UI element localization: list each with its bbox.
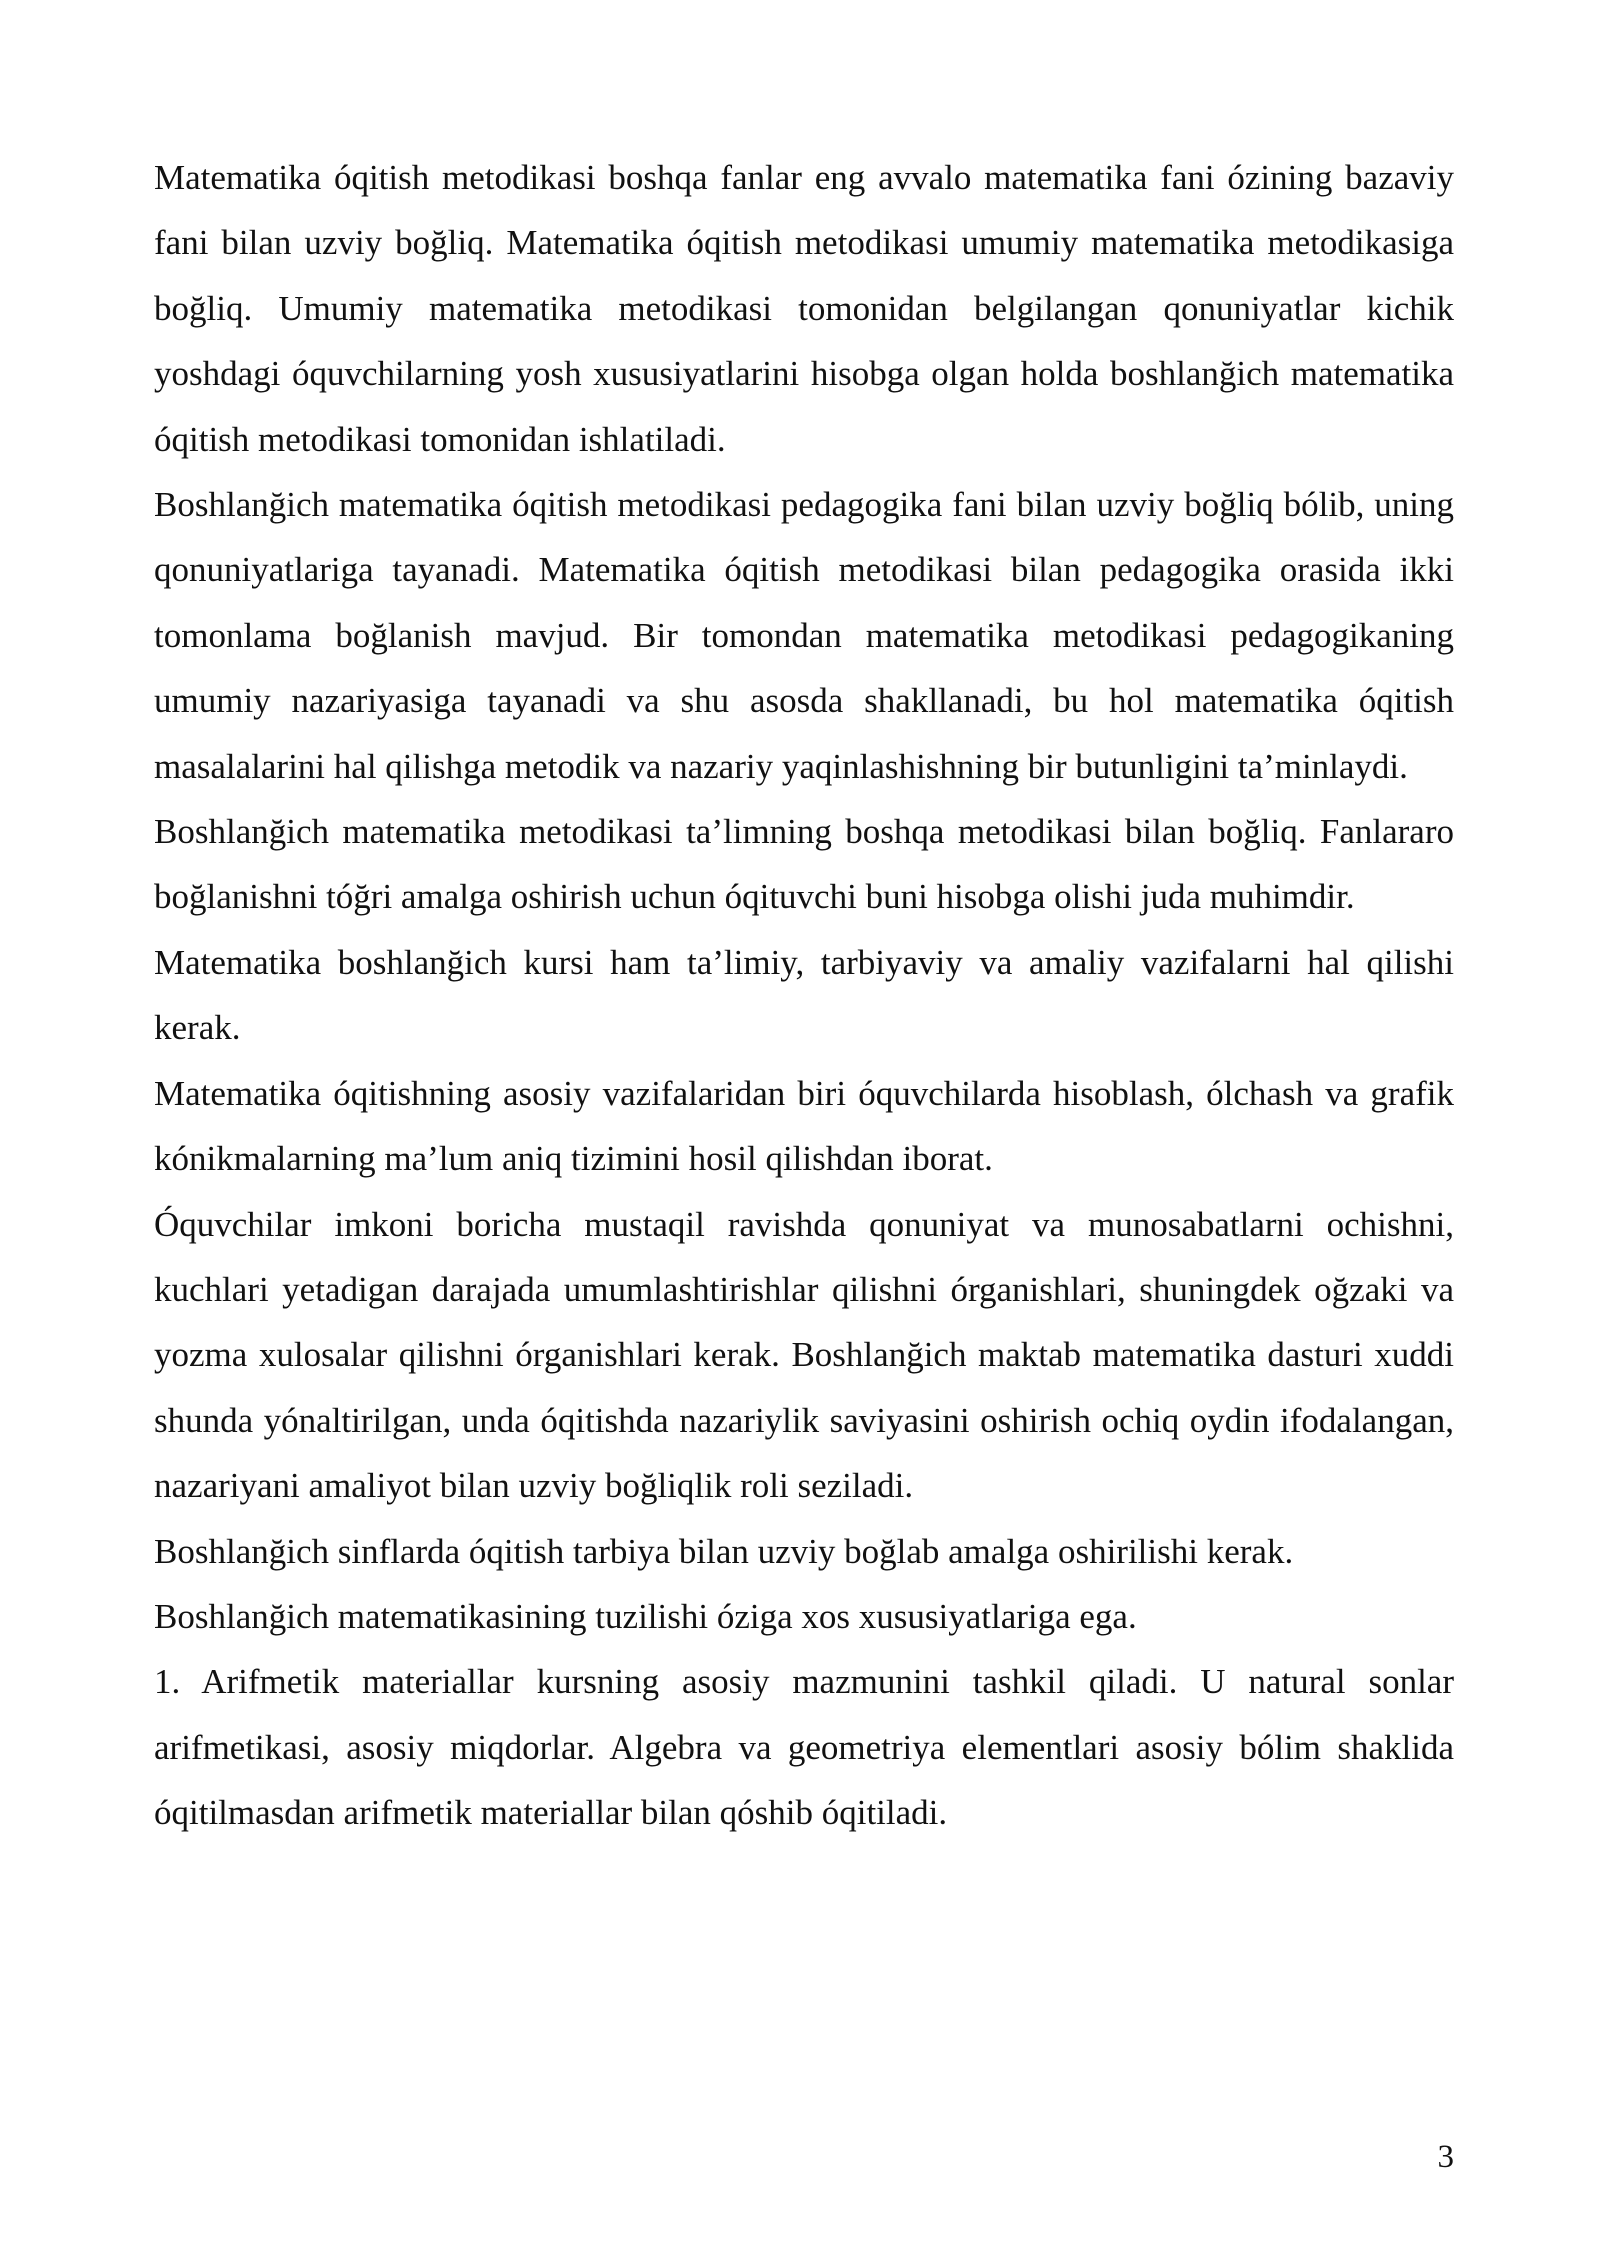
paragraph-main-task: Matematika óqitishning asosiy vazifalaridan biri óquvchilarda hisoblash, ólchash va grafik kónikmalarning ma’lum aniq tizimini hosil qilishdan iborat. (154, 1073, 1454, 1179)
document-body (154, 145, 1454, 1846)
paragraph-structure-features: Boshlanğich matematikasining tuzilishi óziga xos xususiyatlariga ega. (154, 1596, 1137, 1636)
paragraph-interdisciplinary-relation: Boshlanğich matematika metodikasi ta’limning boshqa metodikasi bilan boğliq. Fanlararo boğlanishni tóğri amalga oshirish uchun óqituvchi buni hisobga olishi juda muhimdir. (154, 812, 1454, 917)
paragraph-list-item-1: 1. Arifmetik materiallar kursning asosiy mazmunini tashkil qiladi. U natural sonlar arifmetikasi, asosiy miqdorlar. Algebra va geometriya elementlari asosiy bólim shaklida óqitilmasdan arifmetik materiallar bilan qóshib óqitiladi. (154, 1662, 1454, 1833)
paragraph-teaching-upbringing: Boshlanğich sinflarda óqitish tarbiya bilan uzviy boğlab amalga oshirilishi kerak. (154, 1531, 1294, 1571)
paragraph-course-tasks: Matematika boshlanğich kursi ham ta’limiy, tarbiyaviy va amaliy vazifalarni hal qilishi kerak. (154, 942, 1454, 1048)
paragraph-math-methodology-relation: Matematika óqitish metodikasi boshqa fanlar eng avvalo matematika fani ózining bazaviy fani bilan uzviy boğliq. Matematika óqitish metodikasi umumiy matematika metodikasiga boğliq. Umumiy matematika metodikasi tomonidan belgilangan qonuniyatlar kichik yoshdagi óquvchilarning yosh xususiyatlarini hisobga olgan holda boshlanğich matematika óqitish metodikasi tomonidan ishlatiladi. (154, 158, 1454, 459)
paragraph-pedagogy-relation: Boshlanğich matematika óqitish metodikasi pedagogika fani bilan uzviy boğliq bólib, uning qonuniyatlariga tayanadi. Matematika óqitish metodikasi bilan pedagogika orasida ikki tomonlama boğlanish mavjud. Bir tomondan matematika metodikasi pedagogikaning umumiy nazariyasiga tayanadi va shu asosda shakllanadi, bu hol matematika óqitish masalalarini hal qilishga metodik va nazariy yaqinlashishning bir butunligini ta’minlaydi. (154, 485, 1454, 786)
paragraph-student-independence: Óquvchilar imkoni boricha mustaqil ravishda qonuniyat va munosabatlarni ochishni, kuchlari yetadigan darajada umumlashtirishlar qilishni órganishlari, shuningdek oğzaki va yozma xulosalar qilishni órganishlari kerak. Boshlanğich maktab matematika dasturi xuddi shunda yónaltirilgan, unda óqitishda nazariylik saviyasini oshirish ochiq oydin ifodalangan, nazariyani amaliyot bilan uzviy boğliqlik roli seziladi. (154, 1204, 1454, 1506)
page-number: 3 (1437, 2139, 1454, 2175)
